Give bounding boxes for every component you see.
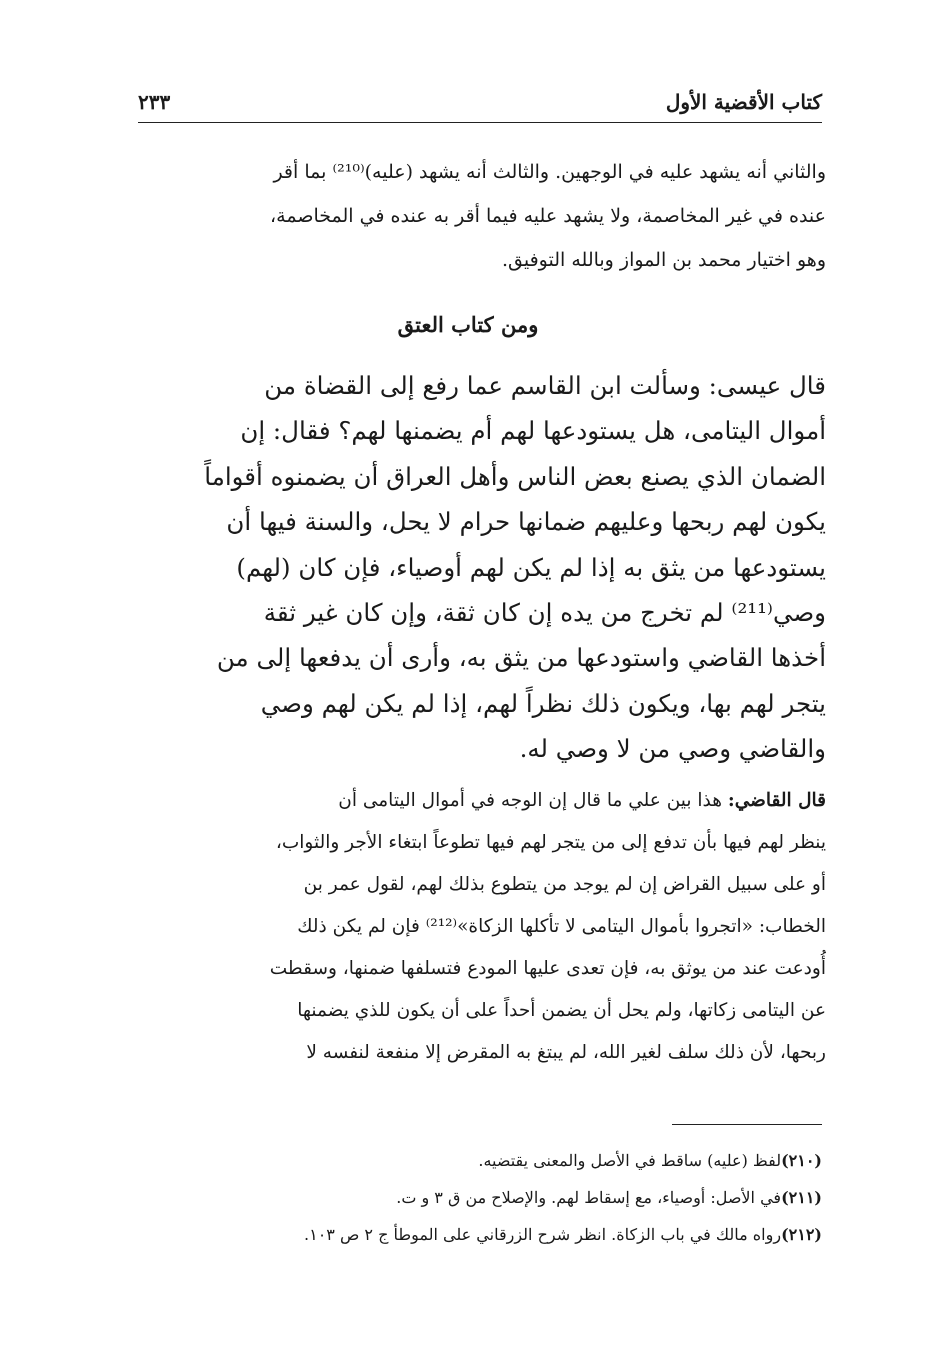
text-line: ينظر لهم فيها بأن تدفع إلى من يتجر لهم فيها تطوعاً ابتغاء الأجر والثواب، <box>275 832 826 853</box>
text-line: أخذها القاضي واستودعها من يثق به، وأرى أن يدفعها إلى من <box>216 643 826 673</box>
speaker-label: قال القاضي: <box>727 790 826 811</box>
text-line: أو على سبيل القراض إن لم يوجد من يتطوع بذلك لهم، لقول عمر بن <box>303 874 826 895</box>
text-line: أموال اليتامى، هل يستودعها لهم أم يضمنها لهم؟ فقال: إن <box>240 416 826 446</box>
text-line: أُودعت عند من يوثق به، فإن تعدى عليها المودع فتسلفها ضمنها، وسقطت <box>269 958 826 979</box>
text-line: والثاني أنه يشهد عليه في الوجهين. والثالث أنه يشهد (عليه)⁽²¹⁰⁾ بما أقر <box>273 161 826 183</box>
text-line: عنده في غير المخاصمة، ولا يشهد عليه فيما أقر به عنده في المخاصمة، <box>270 205 826 227</box>
text-line: والقاضي وصي من لا وصي له. <box>519 734 826 764</box>
footnote-text: لفظ (عليه) ساقط في الأصل والمعنى يقتضيه. <box>478 1151 782 1170</box>
running-title: كتاب الأقضية الأول <box>665 90 822 114</box>
page-header <box>138 86 822 123</box>
text-line <box>136 780 826 822</box>
footnote-number: (٢١٢) <box>781 1225 822 1244</box>
text-line: وهو اختيار محمد بن المواز وبالله التوفيق. <box>501 249 826 271</box>
paragraph-2 <box>136 363 826 772</box>
section-heading: ومن كتاب العتق <box>397 312 539 337</box>
footnote <box>160 1216 822 1253</box>
paragraph-3 <box>136 780 826 1074</box>
text-line: الخطاب: «اتجروا بأموال اليتامى لا تأكلها الزكاة»⁽²¹²⁾ فإن لم يكن ذلك <box>297 916 826 937</box>
text-line: وصي⁽²¹¹⁾ لم تخرج من يده إن كان ثقة، وإن كان غير ثقة <box>263 597 826 627</box>
footnote-number: (٢١١) <box>781 1188 822 1207</box>
text-span: هذا بين علي ما قال إن الوجه في أموال اليتامى أن <box>338 790 728 811</box>
footnote-text: في الأصل: أوصياء، مع إسقاط لهم. والإصلاح من ق ٣ و ت. <box>396 1188 782 1207</box>
footnote-divider <box>672 1124 822 1125</box>
page-number: ٢٣٣ <box>138 90 171 114</box>
text-line: يستودعها من يثق به إذا لم يكن لهم أوصياء، فإن كان (لهم) <box>236 552 826 582</box>
text-line: قال عيسى: وسألت ابن القاسم عما رفع إلى القضاة من <box>264 371 826 400</box>
footnote-text: رواه مالك في باب الزكاة. انظر شرح الزرقاني على الموطأ ج ٢ ص ١٠٣. <box>304 1225 782 1244</box>
footnote-number: (٢١٠) <box>781 1151 822 1170</box>
text-line: يكون لهم ربحها وعليهم ضمانها حرام لا يحل، والسنة فيها أن <box>226 507 826 537</box>
text-line: ربحها، لأن ذلك سلف لغير الله، لم يبتغ به المقرض إلا منفعة لنفسه لا <box>306 1042 826 1063</box>
footnote <box>160 1142 822 1179</box>
footnotes <box>160 1142 822 1253</box>
text-line: الضمان الذي يصنع بعض الناس وأهل العراق أن يضمنوه أقواماً <box>204 461 826 491</box>
text-line: عن اليتامى زكاتها، ولم يحل أن يضمن أحداً على أن يكون للذي يضمنها <box>297 1000 826 1021</box>
text-line: يتجر لهم بها، ويكون ذلك نظراً لهم، إذا لم يكن لهم وصي <box>260 688 826 718</box>
footnote <box>160 1179 822 1216</box>
paragraph-1 <box>136 150 826 282</box>
